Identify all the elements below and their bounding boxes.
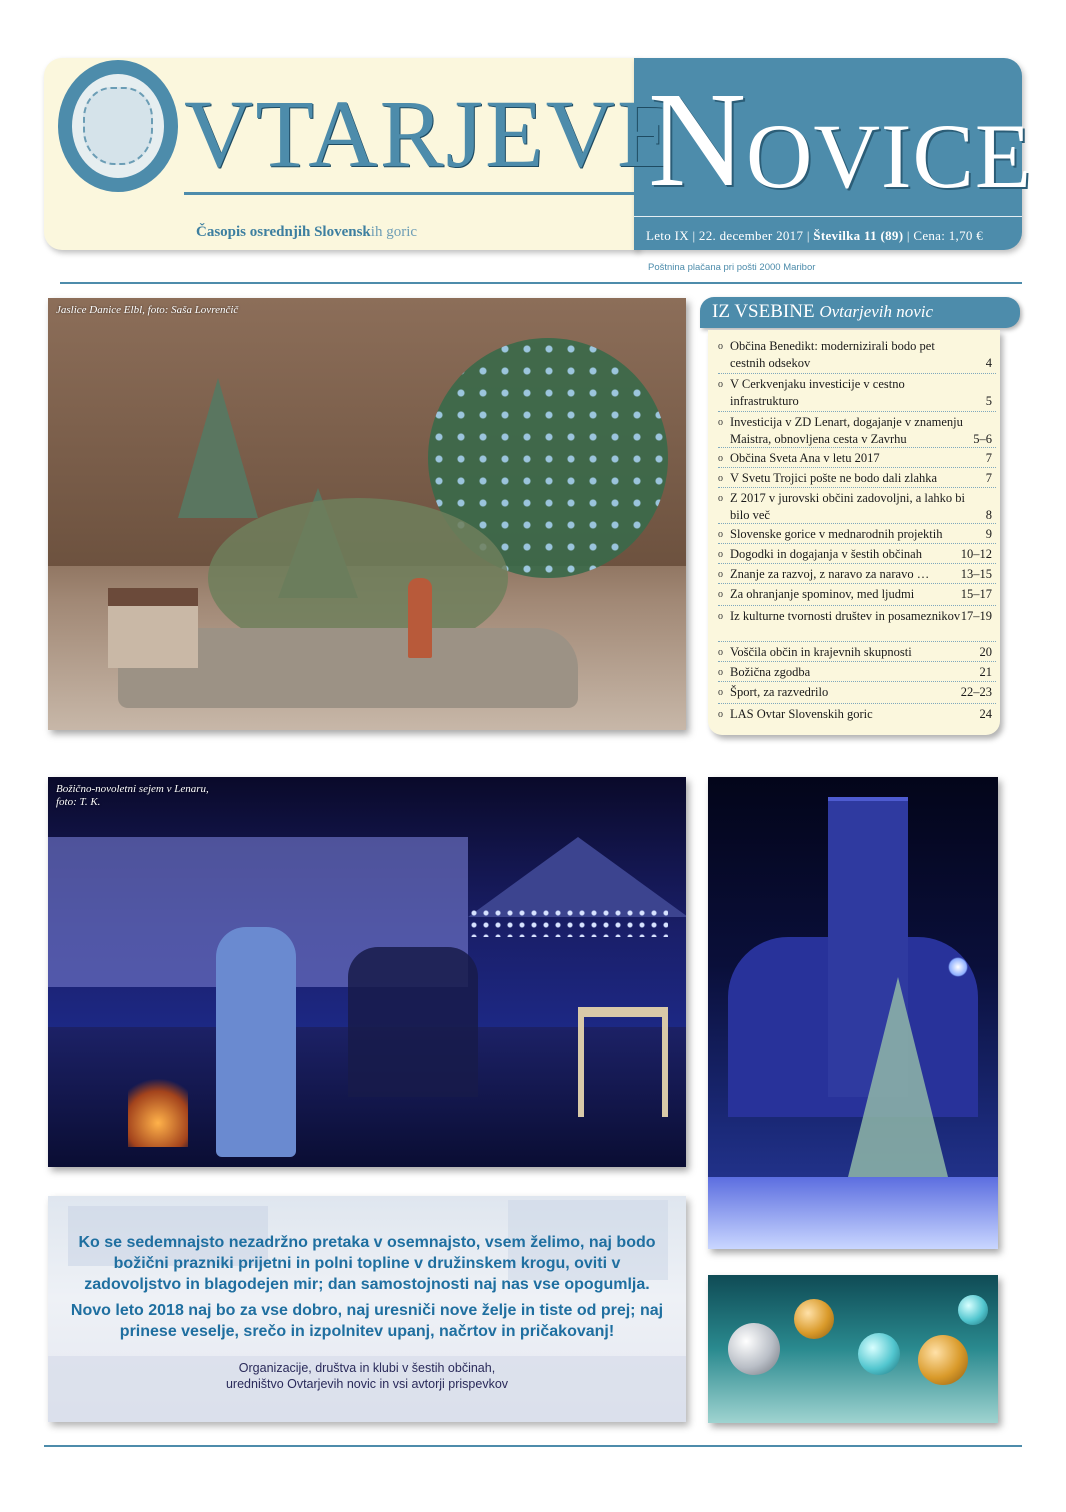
bullet-icon: o [718,417,723,428]
bullet-icon: o [718,379,723,390]
toc-item-page: 24 [979,707,992,721]
toc-item [718,608,994,625]
toc-item-title: Voščila občin in krajevnih skupnosti [730,645,912,659]
bullet-icon: o [718,589,723,600]
issue-date: 22. december 2017 [698,228,804,243]
toc-item [718,684,994,701]
toc-item-page: 17–19 [960,609,992,623]
bullet-icon: o [718,709,723,720]
bullet-icon: o [718,493,723,504]
greeting-signature-line1: Organizacije, društva in klubi v šestih občinah, [238,1361,496,1375]
toc-separator [718,447,996,448]
toc-separator [718,523,996,524]
issue-info: Leto IX | 22. december 2017 | Številka 11 (89) | Cena: 1,70 € [646,228,984,243]
toc-item-title: V Cerkvenjaku investicije v cestno infrastrukturo [730,377,905,408]
toc-item-title: Dogodki in dogajanja v šestih občinah [730,547,922,561]
title-n-letter: N [648,65,747,215]
toc-item [718,470,994,487]
bullet-icon: o [718,529,723,540]
photo1-caption: Jaslice Danice Elbl, foto: Saša Lovrenčič [56,304,239,316]
toc-item-page: 9 [985,527,992,541]
greeting-paragraph-1: Ko se sedemnajsto nezadržno pretaka v osemnajsto, vsem želimo, naj bodo božični prazniki prijetni in polni topline v družinskem krogu, oviti v zadovoljstvo in blagodejen mir; dan samostojnosti naj nas vse opogumlja. [78,1234,656,1293]
title-ovice: OVICE [746,105,1033,207]
bullet-icon: o [718,341,723,352]
toc-item [718,644,994,661]
toc-item-title: Iz kulturne tvornosti društev in posameznikov [730,609,961,623]
toc-item [718,546,994,563]
toc-item-title: Občina Sveta Ana v letu 2017 [730,451,880,465]
toc-item-page: 15–17 [960,587,992,601]
toc-item-page: 8 [985,508,992,522]
toc-separator [718,411,996,412]
ovtar-face-icon [83,87,153,165]
toc-item [718,338,994,372]
photo-christmas-baubles [708,1275,998,1423]
toc-item-page: 7 [985,451,992,465]
toc-item [718,664,994,681]
postage-note: Poštnina plačana pri pošti 2000 Maribor [648,262,816,273]
toc-item-page: 21 [979,665,992,679]
photo-nativity-scene [48,298,686,730]
toc-item [718,706,994,723]
logo-o-emblem [58,60,178,192]
toc-separator [718,583,996,584]
toc-item-page: 10–12 [960,547,992,561]
photo2-caption-line1: Božično-novoletni sejem v Lenaru, [56,783,209,795]
toc-item-title: V Svetu Trojici pošte ne bodo dali zlahka [730,471,938,485]
title-underline [184,192,634,195]
toc-item-title: Božična zgodba [730,665,811,679]
toc-item [718,586,994,603]
header-rule [60,282,1022,284]
toc-item-page: 13–15 [960,567,992,581]
bullet-icon: o [718,647,723,658]
toc-separator [718,605,996,606]
toc-separator [718,467,996,468]
greeting-signature-line2: uredništvo Ovtarjevih novic in vsi avtorji prispevkov [225,1377,509,1391]
toc-item [718,376,994,410]
toc-separator [718,703,996,704]
contents-box [708,330,1000,735]
toc-item-page: 22–23 [960,685,992,699]
toc-separator [718,563,996,564]
bullet-icon: o [718,687,723,698]
toc-item-title: Z 2017 v jurovski občini zadovoljni, a lahko bi bilo več [730,491,966,522]
photo-christmas-market [48,777,686,1167]
toc-separator [718,543,996,544]
issue-year: Leto IX [646,228,689,243]
toc-item-page: 4 [985,356,992,370]
toc-item-page: 5 [985,394,992,408]
contents-heading-main: IZ VSEBINE [712,301,815,322]
toc-item-page: 7 [985,471,992,485]
toc-item [718,490,994,524]
bullet-icon: o [718,611,723,622]
masthead-divider [634,216,1022,217]
greeting-box [48,1196,686,1422]
toc-item-title: Šport, za razvedrilo [730,685,829,699]
toc-item [718,450,994,467]
toc-item-title: Investicija v ZD Lenart, dogajanje v znamenju Maistra, obnovljena cesta v Zavrhu [730,415,963,446]
subtitle-main: Časopis osrednjih Slovensk [196,224,371,240]
toc-separator [718,681,996,682]
toc-item [718,414,994,448]
footer-rule [44,1445,1022,1447]
subtitle-tail: ih goric [370,224,418,240]
title-ovtarjeve: VTARJEVE [184,80,678,187]
greeting-paragraph-2: Novo leto 2018 naj bo za vse dobro, naj uresniči nove želje in tiste od prej; naj prinese veselje, srečo in izpolnitev upanj, načrtov in pričakovanj! [70,1302,664,1340]
bullet-icon: o [718,453,723,464]
toc-item-title: Za ohranjanje spominov, med ljudmi [730,587,915,601]
masthead-subtitle [196,224,417,241]
toc-item-page: 5–6 [973,432,992,446]
toc-item [718,566,994,583]
bullet-icon: o [718,473,723,484]
contents-heading-sub: Ovtarjevih novic [819,302,934,321]
issue-number: Številka 11 (89) [813,228,904,243]
bullet-icon: o [718,667,723,678]
contents-heading [700,297,1020,328]
photo2-caption-line2: foto: T. K. [56,796,101,808]
toc-item-title: Občina Benedikt: modernizirali bodo pet cestnih odsekov [730,339,935,370]
bullet-icon: o [718,569,723,580]
toc-separator [718,487,996,488]
toc-item-title: LAS Ovtar Slovenskih goric [730,707,873,721]
toc-separator [718,661,996,662]
toc-separator [718,641,996,642]
photo2-caption [56,783,209,809]
bullet-icon: o [718,549,723,560]
issue-price: Cena: 1,70 € [913,228,984,243]
toc-item [718,526,994,543]
toc-item-title: Znanje za razvoj, z naravo za naravo … [730,567,930,581]
toc-item-page: 20 [979,645,992,659]
photo-church-night [708,777,998,1249]
toc-separator [718,373,996,374]
toc-item-title: Slovenske gorice v mednarodnih projektih [730,527,943,541]
